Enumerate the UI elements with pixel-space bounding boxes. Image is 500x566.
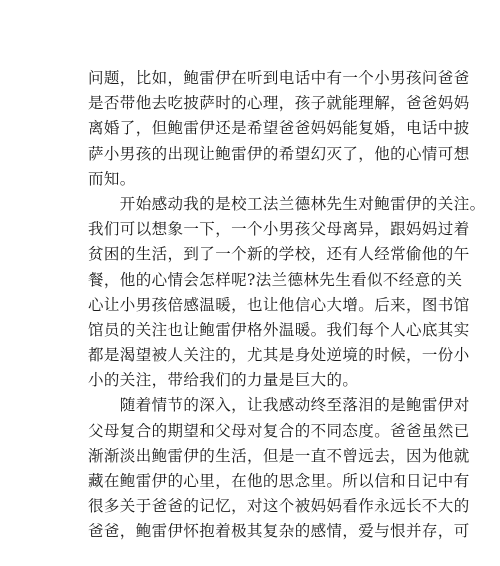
text-line: 藏在鲍雷伊的心里，在他的思念里。所以信和日记中有: [88, 472, 470, 490]
text-line: 开始感动我的是校工法兰德林先生对鲍雷伊的关注。: [88, 194, 486, 213]
text-line: 小的关注，带给我们的力量是巨大的。: [88, 371, 359, 390]
paragraph-1: [88, 66, 470, 192]
document-body: [88, 66, 486, 545]
text-line: 父母复合的期望和父母对复合的不同态度。爸爸虽然已: [88, 421, 470, 440]
text-line: 很多关于爸爸的记忆，对这个被妈妈看作永远长不大的: [88, 497, 470, 516]
paragraph-3: [88, 393, 470, 544]
text-line: 馆员的关注也让鲍雷伊格外温暖。我们每个人心底其实: [88, 320, 470, 339]
text-line: 萨小男孩的出现让鲍雷伊的希望幻灭了，他的心情可想: [88, 144, 470, 163]
text-line: 都是渴望被人关注的，尤其是身处逆境的时候，一份小: [88, 346, 470, 365]
text-line: 餐，他的心情会怎样呢?法兰德林先生看似不经意的关: [88, 270, 463, 289]
text-line: 爸爸，鲍雷伊怀抱着极其复杂的感情，爱与恨并存，可: [88, 522, 470, 541]
text-line: 离婚了，但鲍雷伊还是希望爸爸妈妈能复婚，电话中披: [88, 119, 470, 138]
text-line: 是否带他去吃披萨时的心理，孩子就能理解，爸爸妈妈: [88, 94, 470, 113]
text-line: 渐渐淡出鲍雷伊的生活，但是一直不曾远去，因为他就: [88, 446, 470, 465]
text-line: 我们可以想象一下，一个小男孩父母离异，跟妈妈过着: [88, 220, 470, 239]
text-line: 随着情节的深入，让我感动终至落泪的是鲍雷伊对: [88, 396, 470, 415]
text-line: 心让小男孩倍感温暖，也让他信心大增。后来，图书馆: [88, 295, 470, 314]
text-line: 贫困的生活，到了一个新的学校，还有人经常偷他的午: [88, 245, 470, 264]
paragraph-2: [88, 192, 486, 394]
text-line: 而知。: [88, 169, 136, 188]
text-line: 问题，比如，鲍雷伊在听到电话中有一个小男孩问爸爸: [88, 69, 470, 87]
